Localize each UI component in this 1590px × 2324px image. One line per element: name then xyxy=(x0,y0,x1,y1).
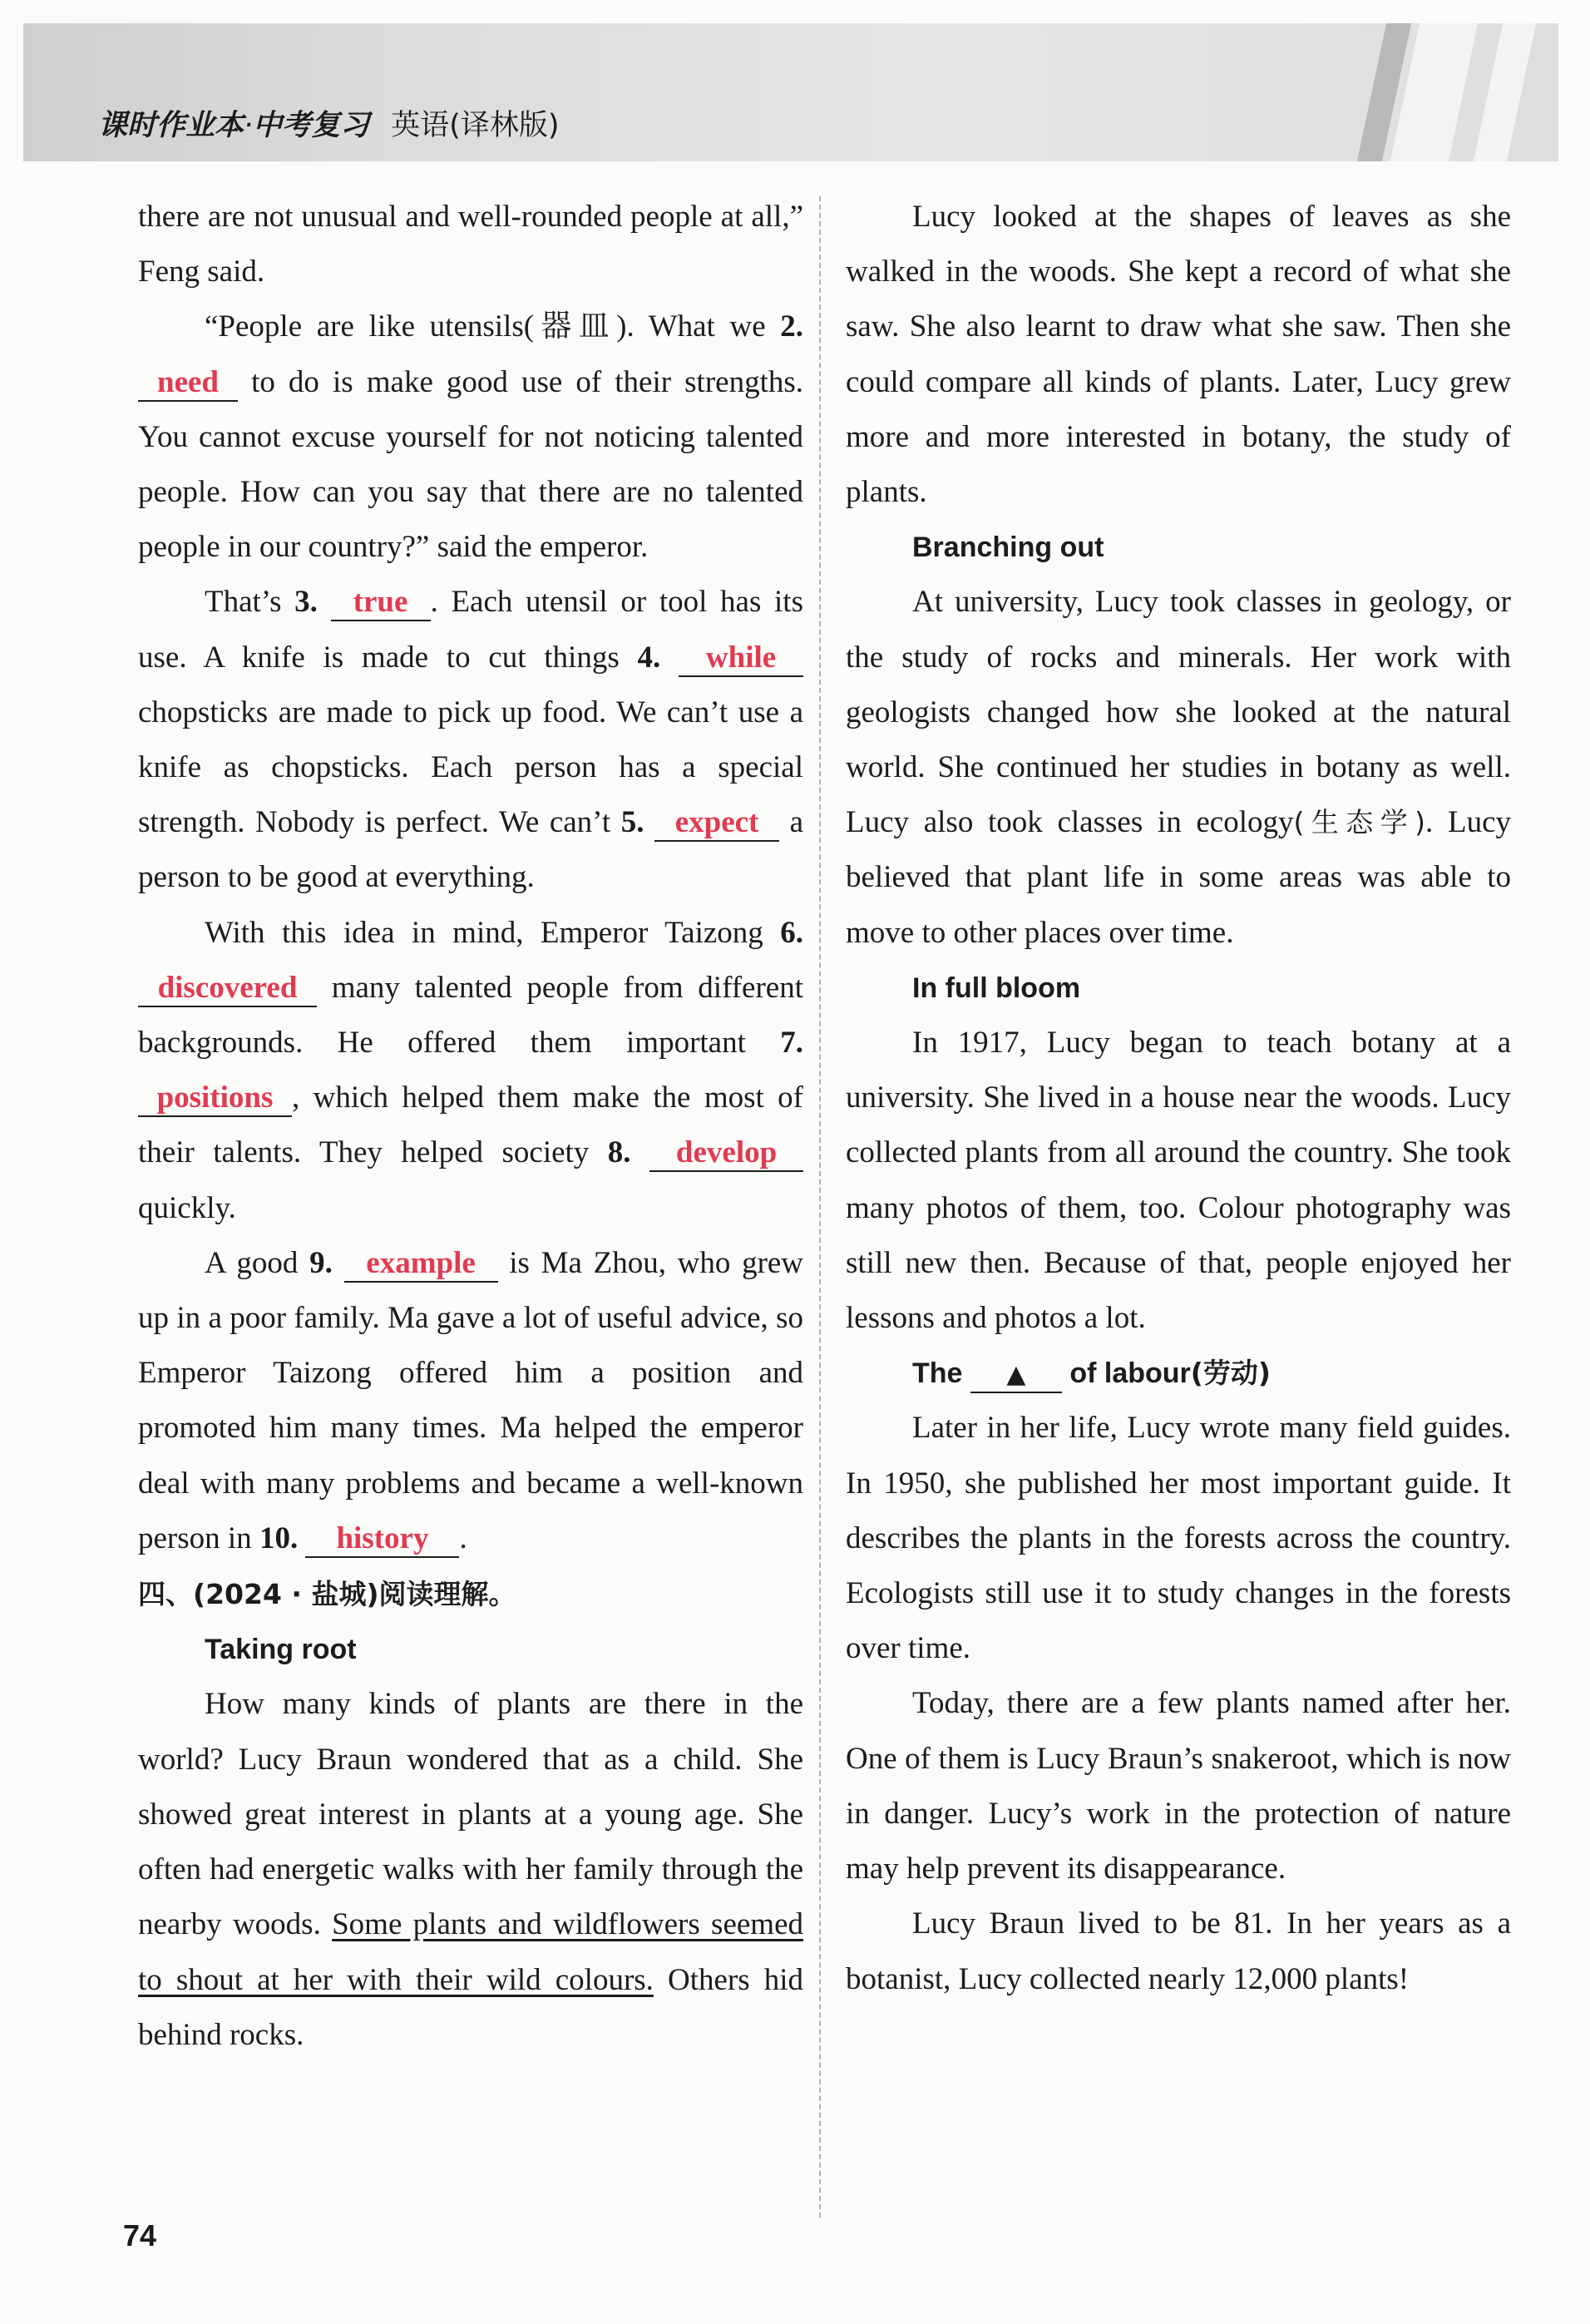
left-column xyxy=(138,190,803,2063)
answer-3: true xyxy=(353,585,408,620)
page-number: 74 xyxy=(123,2218,157,2252)
paragraph: Lucy Braun lived to be 81. In her years as a botanist, Lucy collected nearly 12,000 plants! xyxy=(846,1906,1511,1996)
answer-9: example xyxy=(366,1245,476,1280)
paragraph: “People are like utensils(器皿). What we 2. need to do is make good use of their strengths. You cannot excuse yourself for not noticing talented people. How can you say that there are no talented people in our country?” said the emperor. xyxy=(138,309,804,565)
subheading: Taking root xyxy=(205,1634,357,1666)
paragraph: How many kinds of plants are there in the world? Lucy Braun wondered that as a child. She showed great interest in plants at a young age. She often had energetic walks with her family through the nearby woods. Some plants and wildflowers seemed to shout at her with their wild colours. Others hid behind rocks. xyxy=(138,1687,803,2052)
section-heading: 四、(2024 · 盐城)阅读理解。 xyxy=(138,1578,516,1611)
answer-8: develop xyxy=(675,1135,778,1170)
subheading: In full bloom xyxy=(912,972,1081,1004)
paragraph: In 1917, Lucy began to teach botany at a university. She lived in a house near the woods. Lucy collected plants from all around the country. She took many photos of them, too. Colour photography was still new then. Because of that, people enjoyed her lessons and photos a lot. xyxy=(846,1026,1511,1336)
answer-5: expect xyxy=(674,805,759,840)
paragraph: there are not unusual and well-rounded people at all,” Feng said. xyxy=(138,200,803,289)
answer-6: discovered xyxy=(157,970,298,1005)
header-decor xyxy=(1468,23,1540,161)
answer-4: while xyxy=(705,640,777,675)
header-title: 课时作业本·中考复习 英语(译林版) xyxy=(98,109,560,142)
answer-10: history xyxy=(336,1520,429,1555)
column-divider xyxy=(819,196,821,2218)
paragraph: At university, Lucy took classes in geology, or the study of rocks and minerals. Her work with geologists changed how she looked at the natural world. She continued her studies in botany as well. Lucy also took classes in ecology(生态学). Lucy believed that plant life in some areas was able to move to other places over time. xyxy=(846,585,1511,950)
page-header xyxy=(23,23,1558,161)
right-column xyxy=(846,190,1511,2007)
paragraph: A good 9. example is Ma Zhou, who grew up in a poor family. Ma gave a lot of useful advice, so Emperor Taizong offered him a position and promoted him many times. Ma helped the emperor deal with many problems and became a well-known person in 10. history . xyxy=(138,1236,803,1566)
answer-2: need xyxy=(157,364,219,399)
answer-7: positions xyxy=(156,1080,274,1115)
paragraph: Today, there are a few plants named after her. One of them is Lucy Braun’s snakeroot, which is now in danger. Lucy’s work in the protection of nature may help prevent its disappearance. xyxy=(846,1686,1511,1886)
subheading: The ▲ of labour(劳动) xyxy=(912,1346,1511,1401)
triangle-blank: ▲ xyxy=(970,1358,1062,1393)
underlined-sentence: Some plants and wildflowers seemed to shout at her with their wild colours. xyxy=(138,1907,803,1997)
paragraph: That’s 3. true . Each utensil or tool has its use. A knife is made to cut things 4. while chopsticks are made to pick up food. We can’t use a knife as chopsticks. Each person has a special strength. Nobody is perfect. We can’t 5. expect a person to be good at everything. xyxy=(138,585,804,895)
paragraph: With this idea in mind, Emperor Taizong 6. discovered many talented people from different backgrounds. He offered them important 7. positions , which helped them make the most of their talents. They helped society 8. develop quickly. xyxy=(138,915,804,1225)
paragraph: Lucy looked at the shapes of leaves as she walked in the woods. She kept a record of what she saw. She also learnt to draw what she saw. Then she could compare all kinds of plants. Later, Lucy grew more and more interested in botany, the study of plants. xyxy=(846,200,1511,510)
paragraph: Later in her life, Lucy wrote many field guides. In 1950, she published her most important guide. It describes the plants in the forests across the country. Ecologists still use it to study changes in the forests over time. xyxy=(846,1411,1511,1666)
subheading: Branching out xyxy=(912,532,1104,564)
